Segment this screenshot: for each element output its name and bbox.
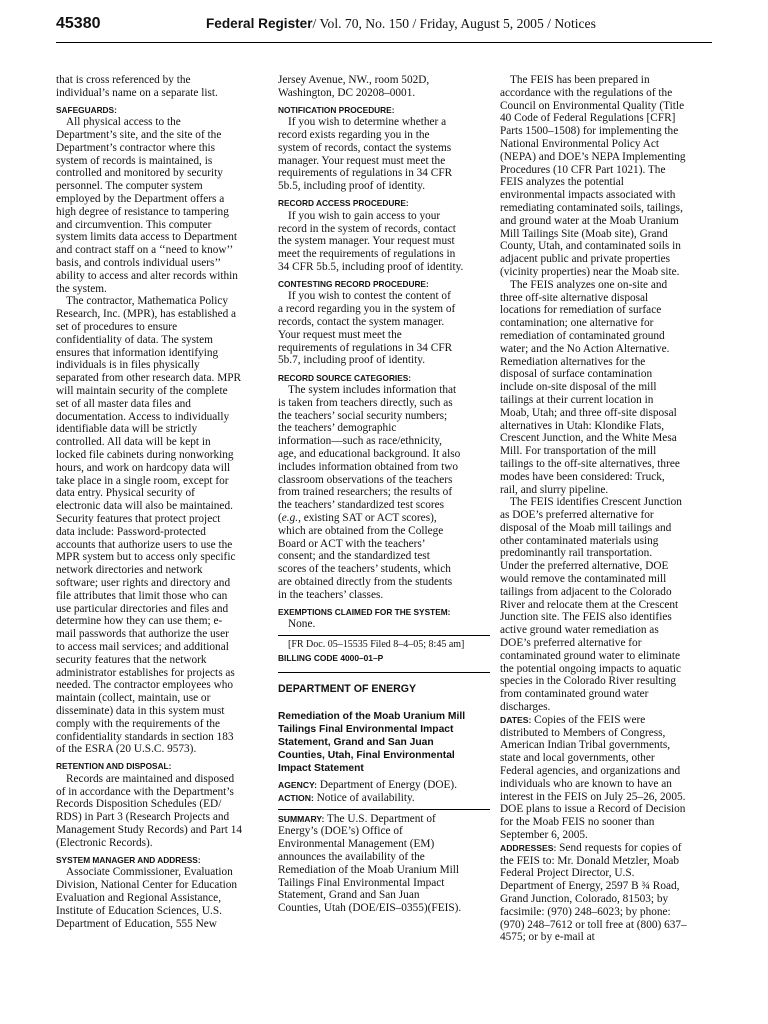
divider bbox=[278, 635, 490, 636]
text-line: predominantly rail transportation. bbox=[500, 547, 653, 560]
text-line: Department’s site, and the site of the bbox=[56, 129, 222, 142]
text-line: from trained researchers; the results of bbox=[278, 486, 453, 499]
text-line: The FEIS identifies Crescent Junction bbox=[510, 496, 682, 509]
title-line: Remediation of the Moab Uranium Mill bbox=[278, 710, 466, 722]
text-line: Junction site. The FEIS also identifies bbox=[500, 611, 672, 624]
text-line: mail passwords that authorize the user bbox=[56, 628, 229, 641]
text-line: employed by the Department offers a bbox=[56, 193, 225, 206]
record-access-heading: RECORD ACCESS PROCEDURE: bbox=[278, 198, 409, 209]
text-line: Council on Environmental Quality (Title bbox=[500, 99, 685, 112]
text-line: Records Disposition Schedules (ED/ bbox=[56, 798, 222, 811]
agency-label: AGENCY: bbox=[278, 780, 317, 791]
text-line: locations for remediation of surface bbox=[500, 304, 662, 317]
column-2 bbox=[278, 74, 490, 915]
text-line: and ground water at the Moab Uranium bbox=[500, 214, 679, 227]
text-line: record exists regarding you in the bbox=[278, 129, 430, 142]
text-line: facsimile: (970) 248–6023; by phone: bbox=[500, 905, 671, 918]
text-line: Mill Tailings Site (Moab site), Grand bbox=[500, 227, 668, 240]
text-line: 4575; or by e-mail at bbox=[500, 931, 595, 944]
text-line: the FEIS to: Mr. Donald Metzler, Moab bbox=[500, 854, 680, 867]
addresses-label: ADDRESSES: bbox=[500, 842, 557, 853]
text-line: electronic data will also be maintained. bbox=[56, 500, 233, 513]
text-line: The contractor, Mathematica Policy bbox=[66, 295, 229, 308]
text-line: (970) 248–7612 or toll free at (800) 637– bbox=[500, 918, 687, 931]
text-line: that is cross referenced by the bbox=[56, 74, 191, 86]
text-line: environmental impacts associated with bbox=[500, 189, 676, 202]
text-line: Counties, Utah (DOE/EIS–0355)(FEIS). bbox=[278, 902, 462, 915]
intro-paragraph bbox=[56, 74, 268, 100]
text-line: Under the preferred alternative, DOE bbox=[500, 560, 669, 573]
text-line: Department’s contractor where this bbox=[56, 141, 216, 154]
text-line: DOE plans to issue a Record of Decision bbox=[500, 803, 686, 816]
text-line: classroom observations of the teachers bbox=[278, 473, 453, 486]
text-line: distributed to Members of Congress, bbox=[500, 726, 666, 739]
summary-first: The U.S. Department of bbox=[324, 812, 436, 825]
notification-heading: NOTIFICATION PROCEDURE: bbox=[278, 104, 395, 115]
text-line: maintain (collect, maintain, use or bbox=[56, 692, 211, 705]
notification-paragraph bbox=[278, 116, 490, 193]
text-line: consent; and the standardized test bbox=[278, 550, 430, 563]
text-line: the teachers’ social security numbers; bbox=[278, 409, 448, 422]
exemptions-paragraph: None. bbox=[288, 618, 316, 631]
text-line: individuals is in files physically bbox=[56, 359, 200, 372]
text-line: and contract staff on a ‘‘need to know’’ bbox=[56, 244, 234, 257]
text-line: MPR system but to access only specific bbox=[56, 551, 236, 564]
text-line bbox=[500, 842, 712, 855]
text-line: Your request must meet the bbox=[278, 328, 402, 341]
text-line: include on-site disposal of the mill bbox=[500, 381, 657, 394]
issue-info: / Vol. 70, No. 150 / Friday, August 5, 2005 / Notices bbox=[312, 16, 596, 31]
action-line bbox=[278, 792, 490, 805]
text-line: data entry. Physical security of bbox=[56, 487, 195, 500]
text-line: Remediation of the Moab Uranium Mill bbox=[278, 863, 460, 876]
feis-paragraph-1 bbox=[500, 74, 712, 279]
text-line: tailings to the off-site alternatives, three bbox=[500, 457, 680, 470]
system-manager-heading: SYSTEM MANAGER AND ADDRESS: bbox=[56, 854, 201, 865]
text-line: Board or ACT with the teachers’ bbox=[278, 537, 426, 550]
text-line: Evaluation and Regional Assistance, bbox=[56, 891, 222, 904]
record-access-paragraph bbox=[278, 210, 490, 274]
text-line: which are obtained from the College bbox=[278, 524, 444, 537]
text-line: River and relocate them at the Crescent bbox=[500, 598, 679, 611]
text-line: The FEIS analyzes one on-site and bbox=[510, 278, 668, 291]
text-line: of in accordance with the Department’s bbox=[56, 785, 234, 798]
text-line: Crescent Junction, and the White Mesa bbox=[500, 432, 677, 445]
text-line: confidentiality standards in section 183 bbox=[56, 730, 234, 743]
text-line: Federal Project Director, U.S. bbox=[500, 867, 635, 880]
text-line: as DOE’s preferred alternative for bbox=[500, 509, 654, 522]
text-line: Division, National Center for Education bbox=[56, 879, 238, 892]
text-line: other contaminated materials using bbox=[500, 534, 659, 547]
text-line: Management Study Records) and Part 14 bbox=[56, 824, 243, 837]
text-line: County, Utah, and contaminated soils in bbox=[500, 240, 681, 253]
text-line: (Electronic Records). bbox=[56, 836, 153, 849]
text-line: Security features that protect project bbox=[56, 513, 221, 525]
safeguards-paragraph-2 bbox=[56, 295, 268, 756]
text-line: remediating contaminated soils, tailings, bbox=[500, 201, 683, 214]
text-line: network directories and network bbox=[56, 564, 203, 577]
text-line: in the teachers’ classes. bbox=[278, 588, 384, 601]
safeguards-heading: SAFEGUARDS: bbox=[56, 104, 117, 115]
summary-label: SUMMARY: bbox=[278, 813, 325, 824]
text-line: Parts 1500–1508) for implementing the bbox=[500, 125, 679, 138]
text-line: contamination; one alternative for bbox=[500, 317, 654, 330]
text-line: Remediation alternatives for the bbox=[500, 355, 646, 368]
text-line: Grand Junction, Colorado, 81503; by bbox=[500, 893, 669, 905]
dates-first: Copies of the FEIS were bbox=[531, 713, 646, 726]
text-line: controlled and monitored by security bbox=[56, 167, 223, 180]
text-line: announces the availability of the bbox=[278, 851, 425, 864]
text-line: locked file cabinets during nonworking bbox=[56, 449, 234, 462]
text-line: Procedures (10 CFR Part 1021). The bbox=[500, 163, 666, 176]
text-line: three off-site alternative disposal bbox=[500, 291, 649, 304]
text-line: If you wish to gain access to your bbox=[288, 209, 441, 222]
text-line: interest in the FEIS on July 25–26, 2005. bbox=[500, 790, 686, 803]
title-line: Statement, Grand and San Juan bbox=[278, 736, 434, 748]
text-line bbox=[278, 813, 490, 826]
text-line: disposal of the Moab mill tailings and bbox=[500, 521, 672, 534]
text-line: scores of the teachers’ students, which bbox=[278, 563, 451, 576]
document-title bbox=[278, 710, 490, 775]
text-line: is taken from teachers directly, such as bbox=[278, 396, 453, 409]
text-line: system of records, contact the systems bbox=[278, 141, 452, 154]
text-line: meet the requirements of regulations in bbox=[278, 248, 456, 261]
text-line: the teachers’ demographic bbox=[278, 422, 397, 435]
text-line: software; user rights and directory and bbox=[56, 576, 231, 589]
text-line: Jersey Avenue, NW., room 502D, bbox=[278, 74, 430, 86]
addresses-first: Send requests for copies of bbox=[556, 841, 682, 854]
text-line: modes have been considered: Truck, bbox=[500, 470, 665, 483]
text-line: species in the Colorado River resulting bbox=[500, 675, 677, 688]
text-line: rail, and slurry pipeline. bbox=[500, 483, 609, 496]
text-line: Energy’s (DOE’s) Office of bbox=[278, 825, 403, 838]
feis-paragraph-2 bbox=[500, 279, 712, 497]
action-text: Notice of availability. bbox=[313, 791, 415, 804]
text-line: will maintain security of the complete bbox=[56, 385, 228, 398]
text-line: 5b.7, including proof of identity. bbox=[278, 354, 426, 367]
text-line: Moab, Utah; and three off-site disposal bbox=[500, 406, 677, 419]
page-header bbox=[56, 12, 712, 43]
text-line: to access mail services; and additional bbox=[56, 640, 229, 653]
text-line: Institute of Education Sciences, U.S. bbox=[56, 904, 222, 917]
text-line: would remove the contaminated mill bbox=[500, 573, 667, 586]
text-line: Research, Inc. (MPR), has established a bbox=[56, 308, 237, 321]
text-line: comply with the requirements of the bbox=[56, 717, 221, 730]
text-line: data include: Password-protected bbox=[56, 525, 206, 538]
text-line: basis, and controls individual users’’ bbox=[56, 257, 222, 270]
text-line: state and local governments, other bbox=[500, 752, 655, 765]
action-label: ACTION: bbox=[278, 792, 314, 803]
text-line: American Indian Tribal governments, bbox=[500, 739, 671, 752]
retention-heading: RETENTION AND DISPOSAL: bbox=[56, 761, 172, 772]
agency-line bbox=[278, 779, 490, 792]
text-line: a record regarding you in the system of bbox=[278, 303, 456, 316]
addresses-paragraph bbox=[500, 842, 712, 944]
page-number: 45380 bbox=[56, 15, 101, 32]
system-manager-paragraph bbox=[56, 866, 268, 930]
safeguards-paragraph-1 bbox=[56, 116, 268, 295]
text-line: Department of Energy, 2597 B ¾ Road, bbox=[500, 880, 680, 893]
section-divider bbox=[278, 672, 490, 673]
text-line: remediation of contaminated ground bbox=[500, 329, 665, 342]
text-line: Washington, DC 20208–0001. bbox=[278, 86, 416, 99]
text-line: the teachers’ standardized test scores bbox=[278, 499, 445, 512]
text-line: for the Moab FEIS no sooner than bbox=[500, 816, 655, 829]
text-line: manager. Your request must meet the bbox=[278, 154, 446, 167]
text-line: tailings at their current location in bbox=[500, 393, 654, 406]
text-line: water; and the No Action Alternative. bbox=[500, 342, 670, 355]
text-line: confidentiality of data. The system bbox=[56, 333, 213, 346]
text-line: set of all master data files and bbox=[56, 397, 191, 410]
text-line: tailings from adjacent to the Colorado bbox=[500, 585, 672, 598]
text-line: of the ESRA (20 U.S.C. 9573). bbox=[56, 743, 197, 756]
text-line: security features that the network bbox=[56, 653, 207, 666]
dates-label: DATES: bbox=[500, 714, 532, 725]
retention-paragraph bbox=[56, 773, 268, 850]
text-line: Records are maintained and disposed bbox=[66, 772, 235, 785]
text-line: determine how they can use them; e- bbox=[56, 615, 223, 628]
column-3 bbox=[500, 74, 712, 944]
text-line: administrator establishes for projects as bbox=[56, 666, 235, 679]
text-line: set of procedures to ensure bbox=[56, 321, 178, 334]
text-line: hours, and work on hardcopy data will bbox=[56, 461, 231, 474]
contesting-heading: CONTESTING RECORD PROCEDURE: bbox=[278, 279, 429, 290]
journal-name: Federal Register bbox=[206, 16, 313, 31]
address-continuation bbox=[278, 74, 490, 100]
text-line: accordance with the regulations of the bbox=[500, 86, 673, 99]
text-line: If you wish to determine whether a bbox=[288, 116, 447, 129]
text-line: documentation. Access to individually bbox=[56, 410, 230, 423]
text-line: contaminated ground water to eliminate bbox=[500, 649, 681, 662]
text-line: file attributes that limit those who can bbox=[56, 589, 228, 602]
exemptions-heading: EXEMPTIONS CLAIMED FOR THE SYSTEM: bbox=[278, 606, 451, 617]
text-line: disseminate) data in this system must bbox=[56, 704, 225, 717]
text-line: If you wish to contest the content of bbox=[288, 290, 451, 303]
text-line: and circumvention. This computer bbox=[56, 218, 212, 231]
fr-doc-line: [FR Doc. 05–15535 Filed 8–4–05; 8:45 am] bbox=[288, 639, 465, 650]
text-line: ensures that information identifying bbox=[56, 346, 219, 359]
text-line: identifiable data will be strictly bbox=[56, 423, 198, 436]
text-line: individuals who are known to have an bbox=[500, 777, 672, 790]
text-line: active ground water remediation as bbox=[500, 624, 659, 637]
title-line: Impact Statement bbox=[278, 762, 364, 774]
text-line: Tailings Final Environmental Impact bbox=[278, 876, 445, 889]
text-line: age, and educational background. It also bbox=[278, 447, 461, 460]
title-line: Tailings Final Environmental Impact bbox=[278, 723, 454, 735]
text-line: controlled. All data will be kept in bbox=[56, 436, 211, 449]
title-line: Counties, Utah, Final Environmental bbox=[278, 749, 455, 761]
text-line: information—such as race/ethnicity, bbox=[278, 435, 442, 448]
text-line: DOE’s preferred alternative for bbox=[500, 637, 642, 650]
text-line: personnel. The computer system bbox=[56, 180, 203, 193]
text-line: (vicinity properties) near the Moab site. bbox=[500, 265, 680, 278]
text-line: records, contact the system manager. bbox=[278, 316, 445, 329]
text-line: FEIS analyzes the potential bbox=[500, 176, 624, 189]
text-line: RDS) in Part 3 (Research Projects and bbox=[56, 811, 230, 824]
text-line: (NEPA) and DOE’s NEPA Implementing bbox=[500, 150, 686, 163]
text-line: requirements of regulations in 34 CFR bbox=[278, 167, 453, 180]
text-line: alternatives in Utah: Klondike Flats, bbox=[500, 419, 665, 432]
text-line: system of records is maintained, is bbox=[56, 154, 213, 167]
divider bbox=[278, 809, 490, 810]
text-line: 5b.5, including proof of identity. bbox=[278, 180, 426, 193]
text-line: The system includes information that bbox=[288, 383, 457, 396]
text-line: are obtained directly from the students bbox=[278, 575, 453, 588]
text-line bbox=[500, 714, 712, 727]
running-head bbox=[206, 16, 596, 32]
text-line: ability to access and alter records within bbox=[56, 269, 238, 282]
text-line: from contaminated ground water bbox=[500, 688, 649, 701]
text-line: requirements of regulations in 34 CFR bbox=[278, 341, 453, 354]
feis-paragraph-3 bbox=[500, 496, 712, 714]
text-line: National Environmental Policy Act bbox=[500, 137, 660, 150]
text-line: take place in a single room, except for bbox=[56, 474, 229, 487]
text-line: the system. bbox=[56, 282, 107, 295]
text-line: September 6, 2005. bbox=[500, 829, 588, 842]
department-heading: DEPARTMENT OF ENERGY bbox=[278, 682, 417, 695]
text-line: high degree of resistance to tampering bbox=[56, 205, 229, 218]
text-line: Federal agencies, and organizations and bbox=[500, 765, 681, 778]
text-line: includes information obtained from two bbox=[278, 460, 459, 473]
text-line: the system manager. Your request must bbox=[278, 235, 455, 248]
text-line: The FEIS has been prepared in bbox=[510, 74, 650, 86]
text-line: 34 CFR 5b.5, including proof of identity. bbox=[278, 260, 464, 273]
record-source-heading: RECORD SOURCE CATEGORIES: bbox=[278, 372, 412, 383]
eg-abbrev: e.g., bbox=[281, 511, 301, 524]
contesting-paragraph bbox=[278, 290, 490, 367]
column-1 bbox=[56, 74, 268, 930]
text-line: Department of Education, 555 New bbox=[56, 917, 217, 930]
text-line: adjacent public and private properties bbox=[500, 253, 671, 266]
text-line: Mill. For transportation of the mill bbox=[500, 445, 657, 458]
summary-paragraph bbox=[278, 813, 490, 915]
text-line: system limits data access to Department bbox=[56, 231, 238, 244]
text-line: disposal of surface contamination bbox=[500, 368, 653, 381]
text-line: record in the system of records, contact bbox=[278, 222, 456, 235]
eg-rest: existing SAT or ACT scores), bbox=[300, 511, 437, 524]
agency-text: Department of Energy (DOE). bbox=[317, 779, 458, 792]
text-line: Associate Commissioner, Evaluation bbox=[66, 866, 233, 879]
text-line: All physical access to the bbox=[66, 116, 181, 129]
text-line: accounts that authorize users to use the bbox=[56, 538, 233, 551]
text-line: needed. The contractor employees who bbox=[56, 679, 234, 692]
text-line: the potential ongoing impacts to aquatic bbox=[500, 662, 682, 675]
billing-code: BILLING CODE 4000–01–P bbox=[278, 652, 384, 663]
text-line: separated from other research data. MPR bbox=[56, 372, 242, 385]
text-line: use particular directories and files and bbox=[56, 602, 229, 615]
text-line: individual’s name on a separate list. bbox=[56, 86, 218, 99]
text-line: 40 Code of Federal Regulations [CFR] bbox=[500, 112, 676, 125]
text-line: (e.g., existing SAT or ACT scores), bbox=[278, 511, 437, 524]
dates-paragraph bbox=[500, 714, 712, 842]
text-line: discharges. bbox=[500, 701, 551, 714]
record-source-paragraph bbox=[278, 384, 490, 602]
text-line: Environmental Management (EM) bbox=[278, 838, 435, 851]
text-line: Statement, Grand and San Juan bbox=[278, 889, 420, 902]
